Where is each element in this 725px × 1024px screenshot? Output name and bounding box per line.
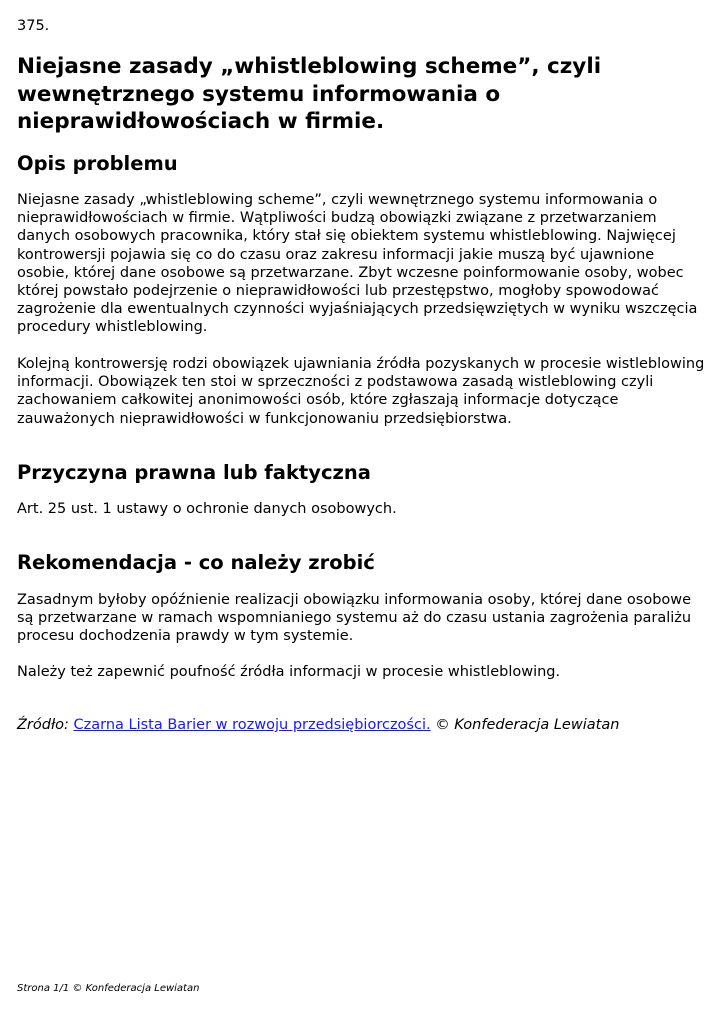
document-number: 375. — [17, 18, 50, 34]
source-copyright: © Konfederacja Lewiatan — [435, 717, 620, 733]
recommendation-paragraph-2: Należy też zapewnić poufność źródła informacji w procesie whistleblowing. — [17, 664, 561, 680]
section-heading-problem: Opis problemu — [17, 152, 178, 175]
source-link[interactable]: Czarna Lista Barier w rozwoju przedsiębiorczości. — [73, 717, 431, 733]
recommendation-paragraph-1: Zasadnym byłoby opóźnienie realizacji obowiązku informowania osoby, której dane osobowe są przetwarzane w ramach wspomnianiego systemu aż do czasu ustania zagrożenia paraliżu procesu dochodzenia prawdy w tym systemie. — [17, 592, 692, 645]
problem-paragraph-2: Kolejną kontrowersję rodzi obowiązek ujawniania źródła pozyskanych w procesie wistleblowing informacji. Obowiązek ten stoi w sprzeczności z podstawowa zasadą wistleblowing czyli zachowaniem całkowitej anonimowości osób, które zgłaszają informacje dotyczące zauważonych nieprawidłowości w funkcjonowaniu przedsiębiorstwa. — [17, 356, 705, 427]
source-label: Źródło: — [17, 717, 69, 733]
section-heading-legal-cause: Przyczyna prawna lub faktyczna — [17, 461, 371, 484]
document-title: Niejasne zasady „whistleblowing scheme”, czyli wewnętrznego systemu informowania o nieprawidłowościach w firmie. — [17, 54, 602, 134]
legal-cause-paragraph: Art. 25 ust. 1 ustawy o ochronie danych osobowych. — [17, 501, 397, 517]
section-heading-recommendation: Rekomendacja - co należy zrobić — [17, 551, 375, 574]
source-line — [17, 716, 709, 734]
page-footer: Strona 1/1 © Konfederacja Lewiatan — [17, 983, 200, 994]
problem-paragraph-1: Niejasne zasady „whistleblowing scheme”, czyli wewnętrznego systemu informowania o nieprawidłowościach w firmie. Wątpliwości budzą obowiązki związane z przetwarzaniem danych osobowych pracownika, który stał się obiektem systemu whistleblowing. Najwięcej kontrowersji pojawia się co do czasu oraz zakresu informacji jakie muszą być ujawnione osobie, której dane osobowe są przetwarzane. Zbyt wczesne poinformowanie osoby, wobec której powstało podejrzenie o nieprawidłowości lub przestępstwo, mogłoby spowodować zagrożenie dla ewentualnych czynności wyjaśniających przedsięwziętych w wyniku wszczęcia procedury whistleblowing. — [17, 192, 698, 336]
